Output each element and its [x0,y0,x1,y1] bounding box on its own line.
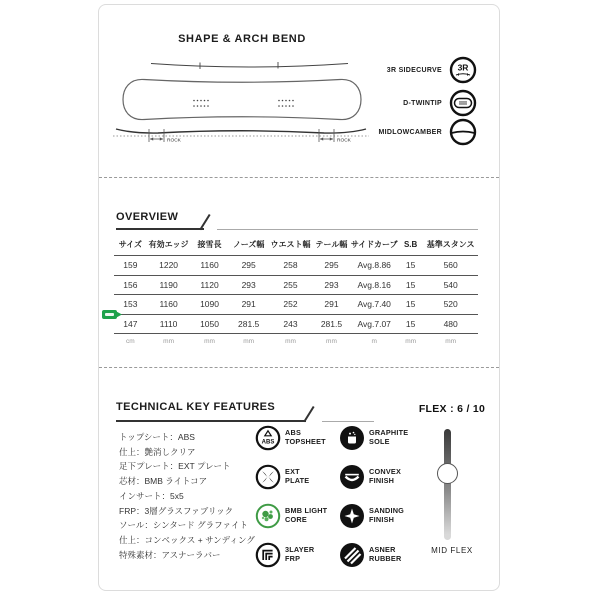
rocker-dimension-right [319,129,334,142]
table-cell: 1190 [159,279,178,290]
abs-topsheet-icon [255,425,281,451]
column-header: 基準スタンス [426,240,475,249]
tech-feature-label: ABS TOPSHEET [285,427,326,446]
overview-table [114,239,478,349]
flex-level-label: MID FLEX [431,546,473,555]
overview-title-underline [116,228,204,230]
table-cell: 1120 [200,279,219,290]
table-cell: 291 [324,299,339,310]
units-row [114,334,478,350]
table-row [114,275,478,295]
table-cell: 295 [324,260,339,271]
tech-feature-label: EXT PLATE [285,466,310,485]
svg-text:3R: 3R [457,62,469,73]
tech-feature-3layer-frp [255,535,339,574]
insert-dots [193,100,294,107]
sanding-finish-icon [339,503,365,529]
table-cell: 281.5 [320,318,343,329]
table-cell: 258 [283,260,298,271]
unit-cell: cm [126,338,135,345]
table-cell: Avg.8.16 [357,279,391,290]
unit-cell: mm [204,338,215,345]
tech-feature-convex-finish [339,457,423,496]
unit-cell: mm [405,338,417,345]
board-outline [123,79,361,119]
rock-label-right: ROCK [337,138,351,144]
table-cell: 15 [405,318,416,329]
table-cell: 153 [123,299,138,310]
3layer-frp-icon [255,542,281,568]
table-cell: Avg.7.07 [357,318,391,329]
tech-feature-label: ASNER RUBBER [369,544,402,563]
spec-list [119,430,257,562]
tech-feature-label: BMB LIGHT CORE [285,505,328,524]
spec-line: 仕上：コンベックス + サンディング [119,534,255,545]
table-cell: 243 [283,318,298,329]
section-divider-2 [99,367,499,368]
d-twintip-icon [449,89,477,117]
midlowcamber-label: MIDLOWCAMBER [378,128,442,136]
table-cell: 147 [123,318,138,329]
table-cell: 156 [123,279,138,290]
tech-feature-bmb-light-core [255,496,339,535]
tech-feature-abs-topsheet [255,418,339,457]
table-cell: 1110 [159,318,178,329]
table-cell: Avg.8.86 [357,260,391,271]
graphite-sole-icon [339,425,365,451]
column-header: サイドカーブ [350,240,398,249]
tech-feature-label: 3LAYER FRP [285,544,315,563]
tech-feature-label: SANDING FINISH [369,505,405,524]
table-cell: 293 [324,279,339,290]
column-header: サイズ [118,240,143,249]
tech-feature-label: GRAPHITE SOLE [369,427,409,446]
spec-sheet-card [98,4,500,591]
table-cell: 1220 [159,260,179,271]
unit-cell: mm [445,338,457,345]
table-cell: Avg.7.40 [357,299,391,310]
table-row [114,256,478,276]
table-cell: 1050 [200,318,219,329]
overview-title: OVERVIEW [116,211,179,223]
column-header: S.B [403,240,418,249]
feature-midlowcamber [379,118,477,146]
table-cell: 540 [443,279,458,290]
rocker-dimension-left [149,129,164,142]
table-cell: 159 [123,260,138,271]
feature-d-twintip [403,89,477,117]
spec-line: ソール：シンタード グラファイト [119,520,248,531]
table-cell: 1160 [159,299,178,310]
spec-line: FRP：3層グラスファブリック [119,505,234,516]
table-cell: 291 [241,299,256,310]
d-twintip-label: D-TWINTIP [403,99,442,107]
unit-cell: mm [326,338,337,345]
table-cell: 295 [241,260,256,271]
flex-slider-knob [437,463,458,484]
table-cell: 560 [443,260,458,271]
spec-line: 特殊素材：アスナーラバー [119,549,221,560]
tech-feature-label: CONVEX FINISH [369,466,402,485]
overview-table-wrap [114,239,478,349]
table-cell: 1160 [200,260,219,271]
table-cell: 520 [443,299,458,310]
table-cell: 1090 [200,299,219,310]
spec-line: トップシート：ABS [119,432,195,442]
spec-line: 芯材：BMB ライトコア [119,476,208,487]
tech-feature-graphite-sole [339,418,423,457]
technical-icon-grid [255,418,423,574]
table-cell: 252 [283,299,298,310]
feature-3r-sidecurve [387,56,477,84]
3r-sidecurve-label: 3R SIDECURVE [386,66,442,74]
table-cell: 293 [241,279,256,290]
table-row-selected [114,314,478,334]
convex-finish-icon [339,464,365,490]
unit-cell: mm [163,338,174,345]
table-header-row [114,239,478,256]
unit-cell: mm [243,338,255,345]
board-shape-diagram [113,57,369,152]
camber-profile [116,129,366,133]
flex-rating-title: FLEX : 6 / 10 [418,403,486,415]
rock-label-left: ROCK [167,138,181,144]
ext-plate-icon [255,464,281,490]
selected-size-badge [102,310,117,319]
overview-header-line [217,229,478,230]
table-cell: 480 [443,318,458,329]
spec-line: 足下プレート：EXT プレート [119,461,231,472]
table-cell: 255 [283,279,298,290]
tech-feature-sanding-finish [339,496,423,535]
spec-line: 仕上：艶消しクリア [119,446,196,457]
asner-rubber-icon [339,542,365,568]
table-cell: 15 [405,299,416,310]
column-header: ウエスト幅 [270,240,311,249]
unit-cell: m [371,338,377,345]
column-header: ノーズ幅 [232,240,265,249]
bmb-light-core-icon [255,503,281,529]
column-header: 接雪長 [197,240,222,249]
overview-header-slash [199,214,210,230]
column-header: 有効エッジ [148,240,189,249]
svg-text:ABS: ABS [261,439,275,446]
tech-feature-ext-plate [255,457,339,496]
column-header: テール幅 [315,240,348,249]
spec-line: インサート：5x5 [119,490,184,501]
unit-cell: mm [285,338,296,345]
technical-title: TECHNICAL KEY FEATURES [116,401,276,413]
flex-slider-track [444,429,451,540]
midlowcamber-icon [449,118,477,146]
table-cell: 15 [405,260,416,271]
table-cell: 15 [405,279,416,290]
3r-sidecurve-icon [449,56,477,84]
table-row [114,295,478,315]
table-cell: 281.5 [238,318,260,329]
shape-section-title: SHAPE & ARCH BEND [178,33,306,45]
section-divider-1 [99,177,499,178]
sidecut-curve [151,64,348,68]
